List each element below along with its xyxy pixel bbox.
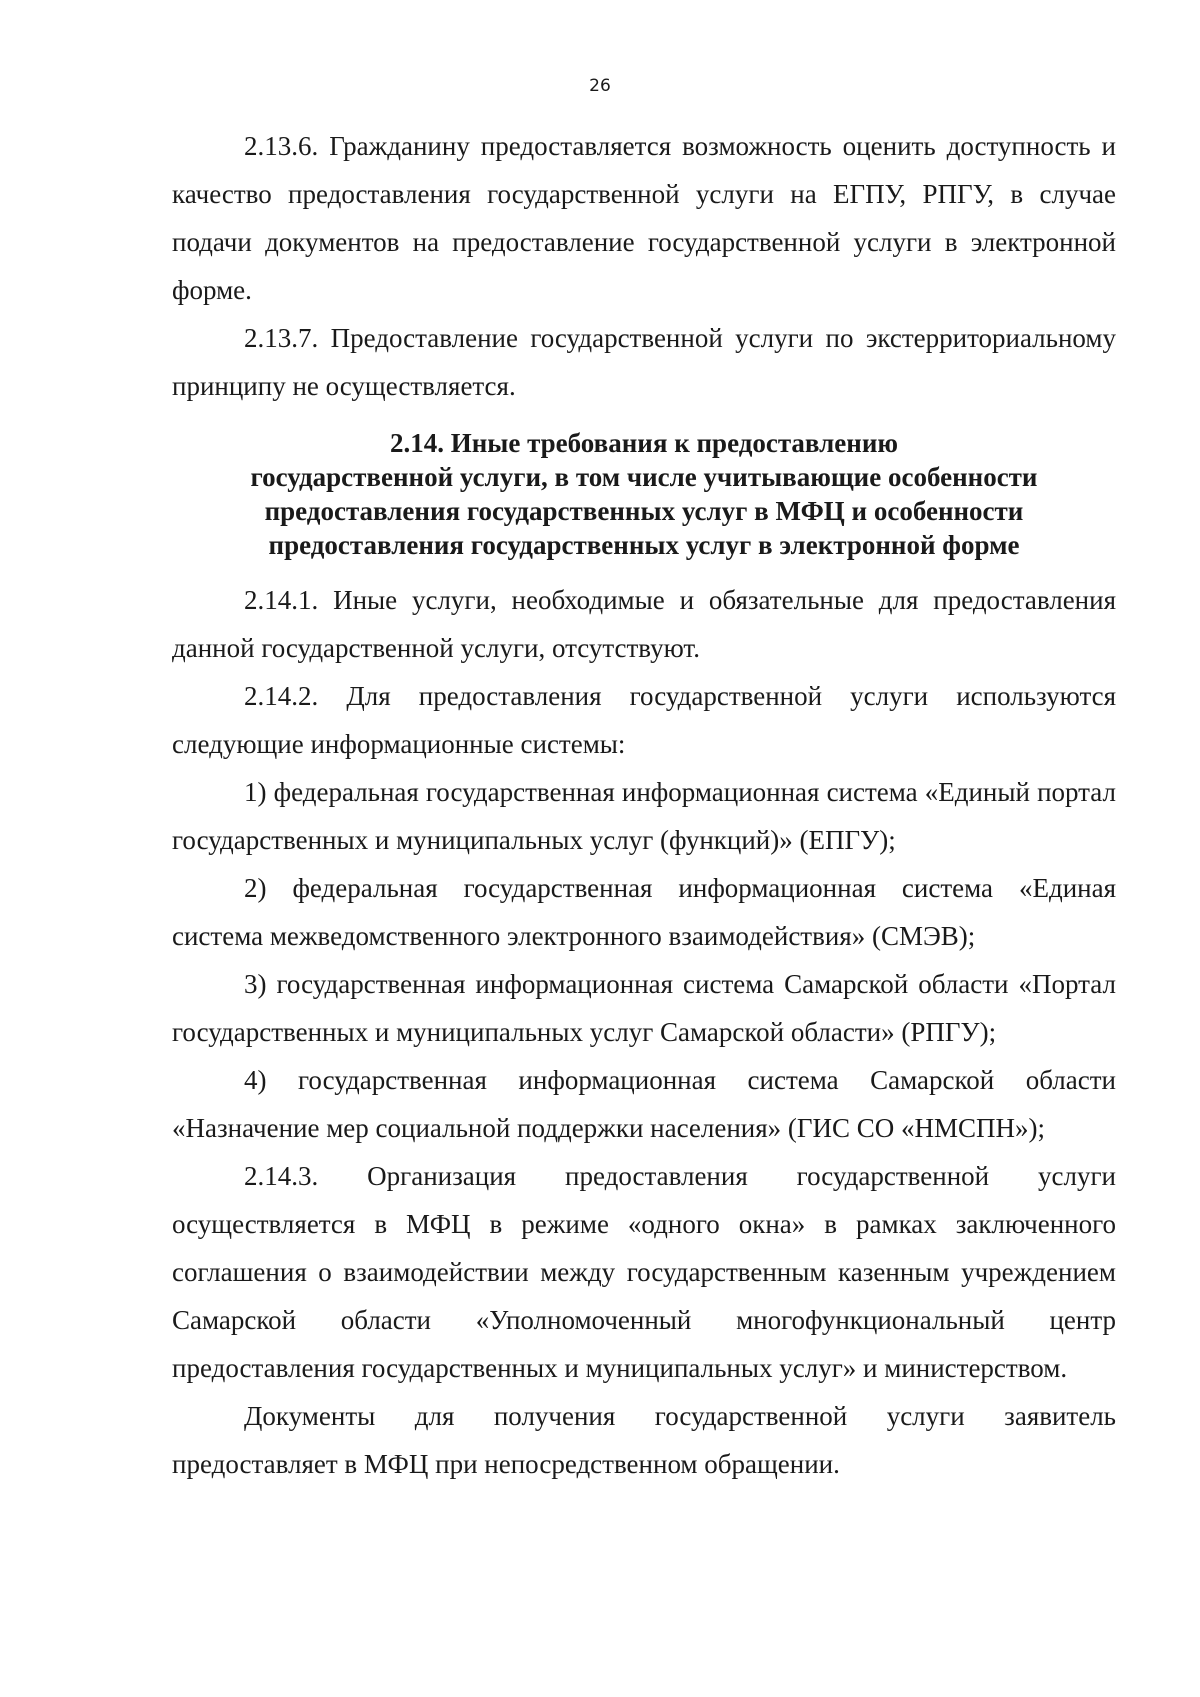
list-item-4-gis-nmspn: 4) государственная информационная система Самарской области «Назначение мер социальной поддержки населения» (ГИС СО «НМСПН»); <box>172 1065 1116 1143</box>
list-item-2-smev: 2) федеральная государственная информационная система «Единая система межведомственного электронного взаимодействия» (СМЭВ); <box>172 873 1116 951</box>
paragraph-2-14-2: 2.14.2. Для предоставления государственной услуги используются следующие информационные системы: <box>172 681 1116 759</box>
heading-line-2: государственной услуги, в том числе учитывающие особенности <box>250 462 1038 492</box>
paragraph-documents-mfc: Документы для получения государственной услуги заявитель предоставляет в МФЦ при непосредственном обращении. <box>172 1401 1116 1479</box>
heading-line-1: 2.14. Иные требования к предоставлению <box>389 428 899 458</box>
heading-line-3: предоставления государственных услуг в МФЦ и особенности <box>264 496 1024 526</box>
page-number: 26 <box>589 76 611 96</box>
paragraph-2-13-7: 2.13.7. Предоставление государственной услуги по экстерриториальному принципу не осуществляется. <box>172 323 1116 401</box>
list-item-3-rpgu: 3) государственная информационная система Самарской области «Портал государственных и муниципальных услуг Самарской области» (РПГУ); <box>172 969 1116 1047</box>
list-item-1-epgu: 1) федеральная государственная информационная система «Единый портал государственных и муниципальных услуг (функций)» (ЕПГУ); <box>172 777 1116 855</box>
document-body <box>172 122 1116 1488</box>
heading-line-4: предоставления государственных услуг в электронной форме <box>268 530 1020 560</box>
paragraph-2-14-3: 2.14.3. Организация предоставления государственной услуги осуществляется в МФЦ в режиме «одного окна» в рамках заключенного соглашения о взаимодействии между государственным казенным учреждением Самарской области «Уполномоченный многофункциональный центр предоставления государственных и муниципальных услуг» и министерством. <box>172 1161 1116 1383</box>
section-heading-2-14 <box>172 426 1116 562</box>
paragraph-2-13-6: 2.13.6. Гражданину предоставляется возможность оценить доступность и качество предоставления государственной услуги на ЕГПУ, РПГУ, в случае подачи документов на предоставление государственной услуги в электронной форме. <box>172 131 1116 305</box>
paragraph-2-14-1: 2.14.1. Иные услуги, необходимые и обязательные для предоставления данной государственной услуги, отсутствуют. <box>172 585 1116 663</box>
